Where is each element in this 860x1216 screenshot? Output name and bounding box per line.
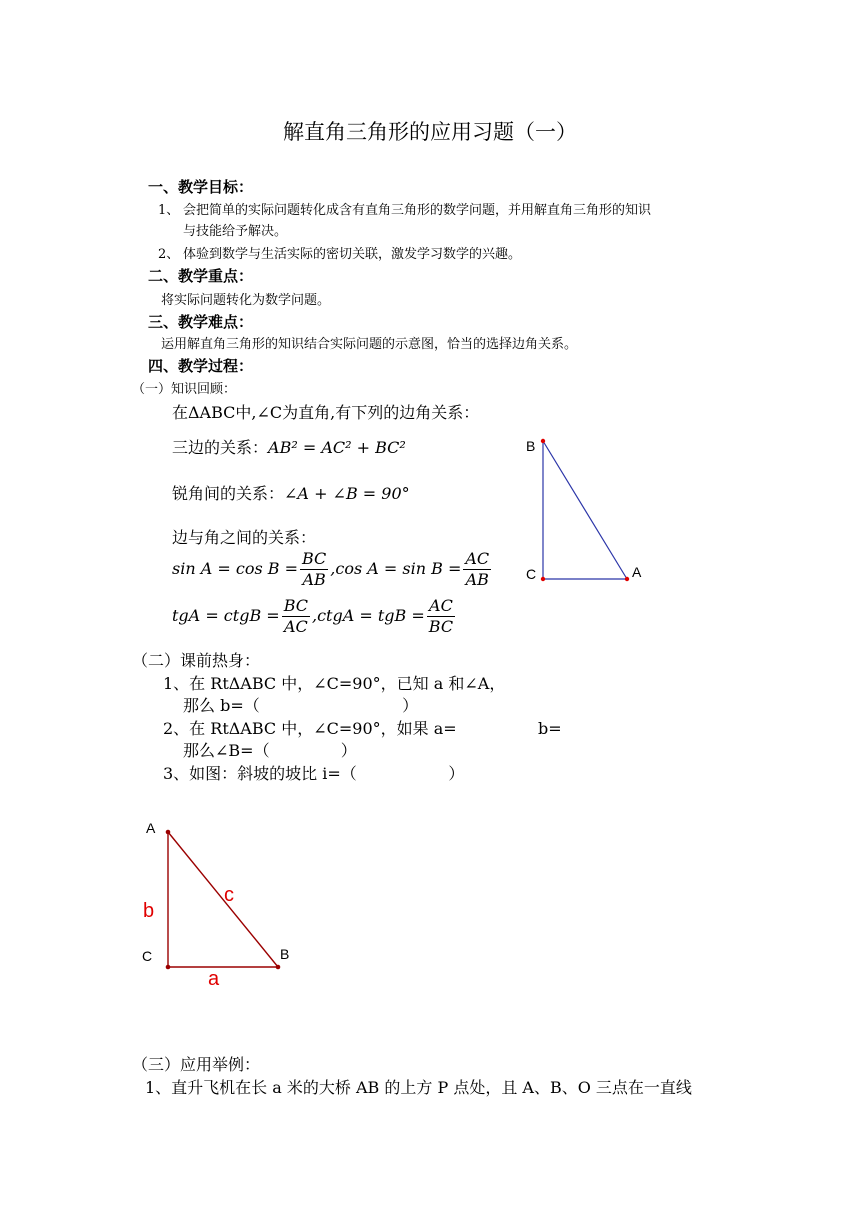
triangle2-label-b: B [280, 946, 290, 962]
objective-1-line2: 与技能给予解决。 [183, 224, 288, 239]
fraction-numerator: AC [465, 549, 490, 568]
triangle2-side-label-b: b [143, 900, 155, 922]
key-points-heading: 二、教学重点： [148, 267, 254, 285]
warmup-q1-line1: 1、在 RtΔABC 中，∠C=90°，已知 a 和∠A， [163, 674, 506, 693]
review-intro: 在ΔABC中,∠C为直角,有下列的边角关系： [172, 403, 480, 422]
page-title: 解直角三角形的应用习题（一） [283, 120, 577, 144]
objectives-heading: 一、教学目标： [148, 178, 254, 196]
warmup-label: （二）课前热身： [132, 651, 261, 670]
triangle2-label-c: C [142, 948, 153, 964]
triangle1-label-c: C [526, 566, 537, 582]
triangle2-label-a: A [146, 820, 156, 836]
fraction-denominator: BC [428, 617, 454, 636]
fraction-denominator: AB [465, 570, 489, 589]
triangle1-point-c [541, 577, 545, 581]
triangle2-point-b [276, 965, 281, 970]
warmup-q2-line2: 那么∠B=（ ） [183, 741, 357, 760]
triangle1-point-a [625, 577, 629, 581]
triangle2-side-c [168, 832, 278, 967]
fraction-denominator: AB [302, 570, 326, 589]
triangle1-point-b [541, 439, 545, 443]
process-heading: 四、教学过程： [148, 357, 254, 375]
formula-sin-left: sin A = cos B = [172, 559, 298, 578]
review-label: （一）知识回顾： [132, 382, 237, 397]
sides-formula: AB² = AC² + BC² [268, 438, 406, 457]
triangle2-side-label-a: a [208, 968, 220, 990]
formula-tg-left: tgA = ctgB = [172, 606, 280, 625]
angles-formula: ∠A + ∠B = 90° [284, 484, 410, 503]
fraction-numerator: BC [283, 596, 308, 615]
application-q1-line1: 1、直升飞机在长 a 米的大桥 AB 的上方 P 点处，且 A、B、O 三点在一直线 [145, 1078, 692, 1097]
sides-label: 三边的关系： [172, 438, 269, 457]
key-points-text: 将实际问题转化为数学问题。 [161, 293, 331, 308]
warmup-q2-line1: 2、在 RtΔABC 中，∠C=90°，如果 a= b= [163, 719, 562, 738]
objective-1-line1: 会把简单的实际问题转化成含有直角三角形的数学问题，并用解直角三角形的知识 [183, 203, 652, 218]
fraction-numerator: AC [427, 596, 455, 617]
triangle2-point-a [166, 830, 171, 835]
difficulties-heading: 三、教学难点： [148, 313, 254, 331]
warmup-q1-line2: 那么 b=（ ） [183, 696, 419, 715]
objective-1-number: 1、 [158, 203, 180, 218]
triangle1-label-a: A [632, 564, 642, 580]
difficulties-text: 运用解直角三角形的知识结合实际问题的示意图，恰当的选择边角关系。 [161, 337, 578, 352]
fraction-denominator: AC [283, 617, 308, 636]
warmup-q3-line1: 3、如图：斜坡的坡比 i=（ ） [163, 764, 465, 783]
formula-cos-mid: ,cos A = sin B = [330, 559, 462, 578]
triangle1-label-b: B [526, 438, 536, 454]
angles-label: 锐角间的关系： [172, 484, 285, 503]
edge-angle-label: 边与角之间的关系： [172, 528, 317, 547]
objective-2-line1: 体验到数学与生活实际的密切关联，激发学习数学的兴趣。 [183, 247, 522, 262]
objective-2-number: 2、 [158, 247, 180, 262]
triangle1-side-ab [543, 441, 627, 579]
formula-ctg-mid: ,ctgA = tgB = [311, 606, 425, 625]
application-label: （三）应用举例： [132, 1055, 261, 1074]
fraction-numerator: BC [302, 549, 327, 568]
triangle2-side-label-c: c [224, 884, 234, 906]
triangle2-point-c [166, 965, 171, 970]
